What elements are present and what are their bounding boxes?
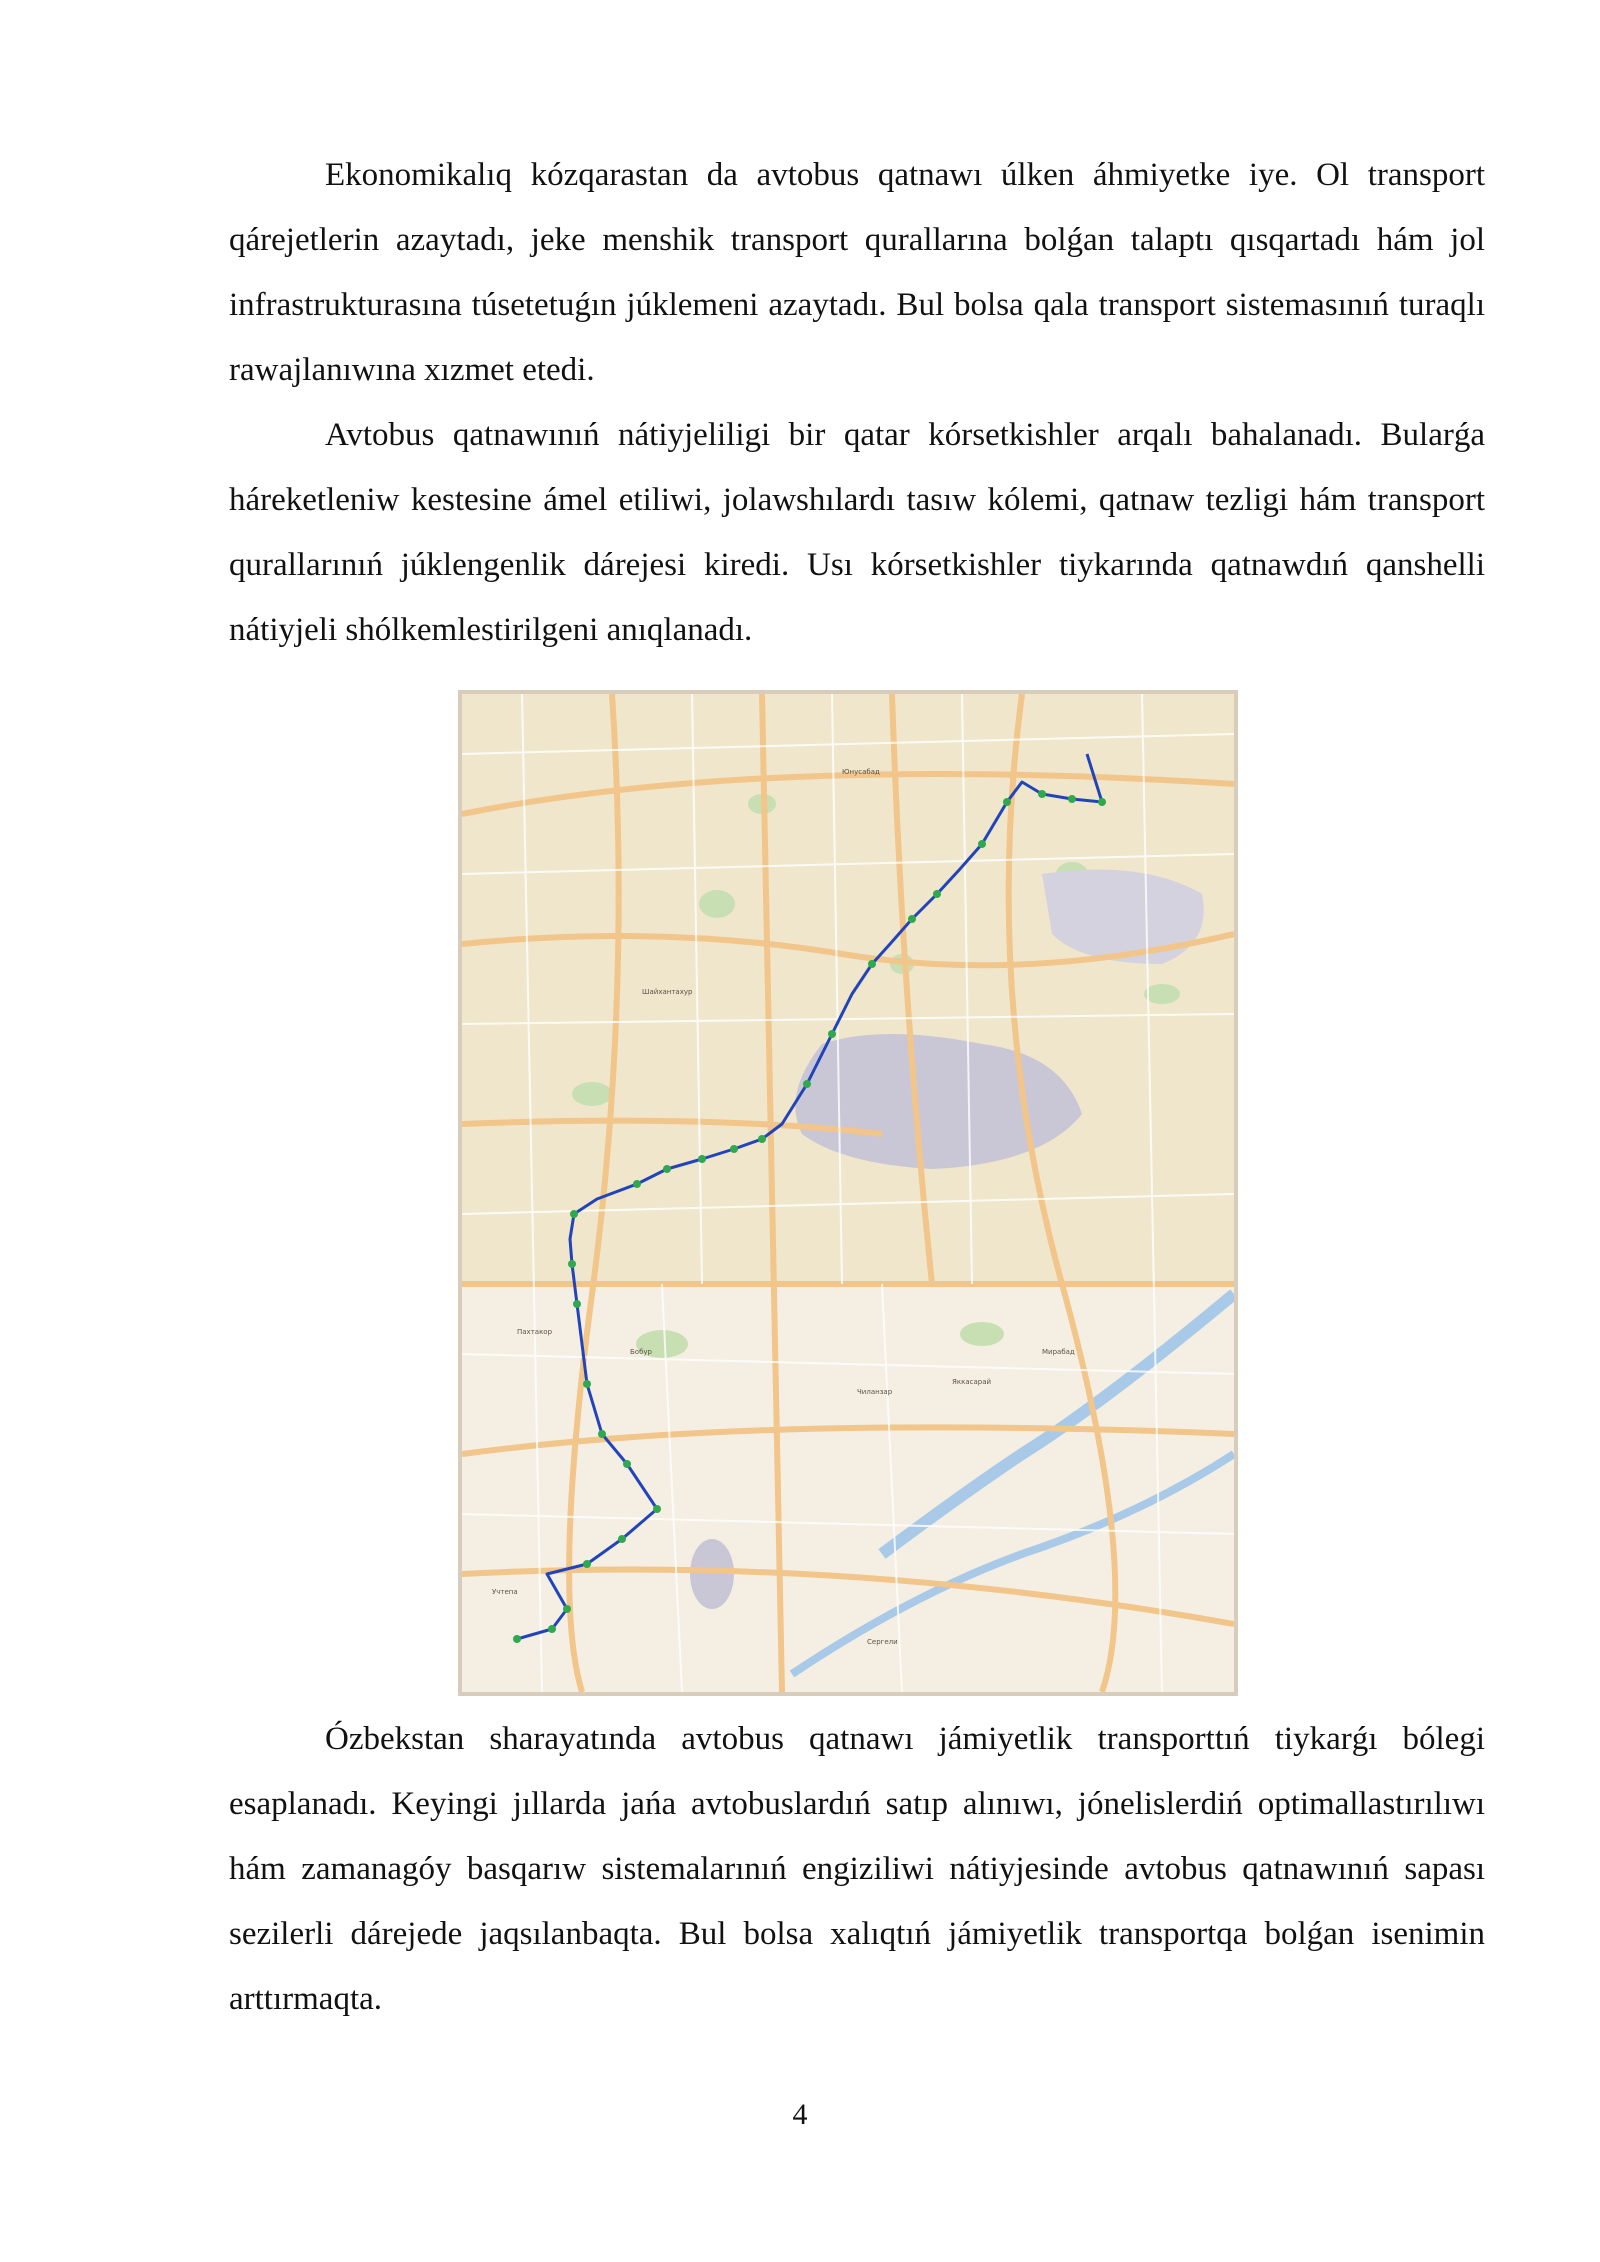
- map-label: Яккасарай: [952, 1378, 992, 1386]
- paragraph-1: Ekonomikalıq kózqarastan da avtobus qatnawı úlken áhmiyetke iye. Ol transport qárejetlerin azaytadı, jeke menshik transport qurallarına bolǵan talaptı qısqartadı hám jol infrastrukturasına túsetetuǵın júklemeni azaytadı. Bul bolsa qala transport sistemasınıń turaqlı rawajlanıwına xızmet etedi.: [229, 157, 1485, 388]
- paragraph-2: Avtobus qatnawınıń nátiyjeliligi bir qatar kórsetkishler arqalı bahalanadı. Bularǵa háreketleniw kestesine ámel etiliwi, jolawshılardı tasıw kólemi, qatnaw tezligi hám transport qurallarınıń júklengenlik dárejesi kiredi. Usı kórsetkishler tiykarında qatnawdıń qanshelli nátiyjeli shólkemlestirilgeni anıqlanadı.: [229, 417, 1485, 648]
- map-label: Чиланзар: [857, 1388, 893, 1396]
- paragraph-3: Ózbekstan sharayatında avtobus qatnawı jámiyetlik transporttıń tiykarǵı bólegi esaplanadı. Keyingi jıllarda jańa avtobuslardıń satıp alınıwı, jónelislerdiń optimallastırılıwı hám zamanagóy basqarıw sistemalarınıń engiziliwi nátiyjesinde avtobus qatnawınıń sapası sezilerli dárejede jaqsılanbaqta. Bul bolsa xalıqtıń jámiyetlik transportqa bolǵan isenimin arttırmaqta.: [229, 1721, 1485, 2017]
- map-label: Мирабад: [1042, 1348, 1075, 1356]
- route-map: [462, 694, 1234, 1692]
- map-label: Шайхантахур: [642, 988, 693, 996]
- map-district-area: [690, 1539, 734, 1609]
- map-label: Пахтакор: [517, 1328, 553, 1336]
- map-label: Бобур: [630, 1348, 652, 1356]
- map-label: Сергели: [867, 1638, 898, 1646]
- map-label: Учтепа: [492, 1588, 518, 1596]
- page-number: 4: [792, 2098, 808, 2131]
- bus-route-map-figure: [458, 690, 1238, 1696]
- map-lower-area: [462, 1284, 1234, 1692]
- map-label: Юнусабад: [842, 768, 880, 776]
